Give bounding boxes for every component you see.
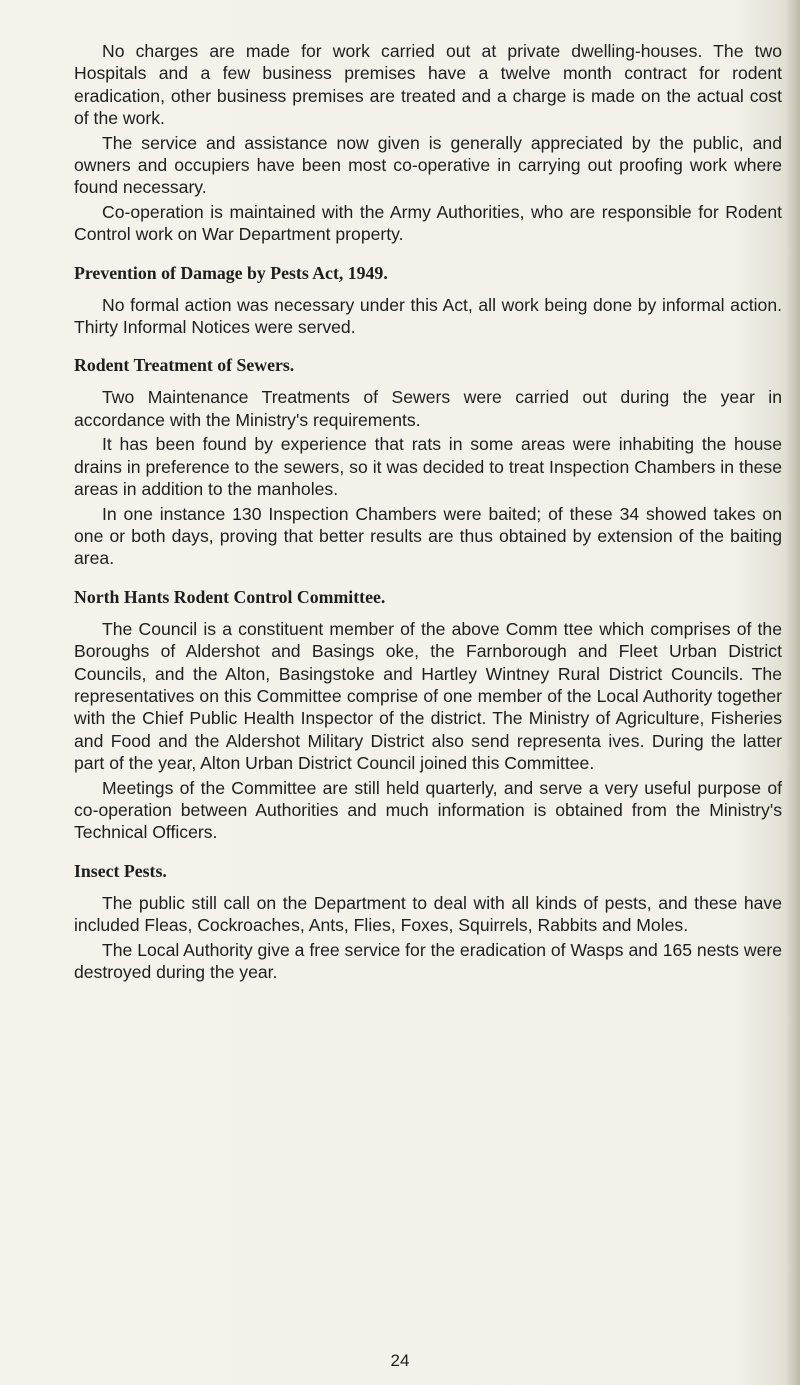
intro-paragraph: The service and assistance now given is generally appreciated by the public, and owners and occupiers have been most co-operative in carrying out proofing work where found necessary. <box>74 132 782 198</box>
section-heading-insect-pests: Insect Pests. <box>74 860 167 881</box>
page-number: 24 <box>390 1351 410 1370</box>
section-paragraph: Meetings of the Committee are still held quarterly, and serve a very useful purpose of co-operation between Authorities and much information is obtained from the Ministry's Technical Officers. <box>74 777 782 843</box>
section-heading-prevention-of-damage: Prevention of Damage by Pests Act, 1949. <box>74 262 388 283</box>
section-heading-north-hants-committee: North Hants Rodent Control Committee. <box>74 586 386 607</box>
section-paragraph: In one instance 130 Inspection Chambers were baited; of these 34 showed takes on one or both days, proving that better results are thus obtained by extension of the baiting area. <box>74 503 782 569</box>
section-paragraph: The Council is a constituent member of the above Comm ttee which comprises of the Boroughs of Aldershot and Basings oke, the Farnborough and Fleet Urban District Councils, and the Alton, Basingstoke and Hartley Wintney Rural District Councils. The representatives on this Committee comprise of one member of the Local Authority together with the Chief Public Health Inspector of the district. The Ministry of Agriculture, Fisheries and Food and the Aldershot Military District also send representa ives. During the latter part of the year, Alton Urban District Council joined this Committee. <box>74 618 782 774</box>
section-paragraph: It has been found by experience that rats in some areas were inhabiting the house drains in preference to the sewers, so it was decided to treat Inspection Chambers in these areas in addition to the manholes. <box>74 434 782 500</box>
section-paragraph: No formal action was necessary under this Act, all work being done by informal action. Thirty Informal Notices were served. <box>74 294 782 338</box>
section-paragraph: Two Maintenance Treatments of Sewers were carried out during the year in accordance with the Ministry's requirements. <box>74 387 782 430</box>
section-paragraph: The Local Authority give a free service for the eradication of Wasps and 165 nests were destroyed during the year. <box>74 939 783 982</box>
intro-paragraph: No charges are made for work carried out at private dwelling-houses. The two Hospitals and a few business premises have a twelve month contract for rodent eradication, other business premises are treated and a charge is made on the actual cost of the work. <box>74 41 782 129</box>
page-edge-shadow <box>786 0 800 1385</box>
section-heading-rodent-treatment-of-sewers: Rodent Treatment of Sewers. <box>74 355 295 376</box>
section-paragraph: The public still call on the Department to deal with all kinds of pests, and these have included Fleas, Cockroaches, Ants, Flies, Foxes, Squirrels, Rabbits and Moles. <box>74 892 782 936</box>
intro-paragraph: Co-operation is maintained with the Army Authorities, who are responsible for Rodent Control work on War Department property. <box>74 201 782 245</box>
document-body <box>74 40 782 985</box>
